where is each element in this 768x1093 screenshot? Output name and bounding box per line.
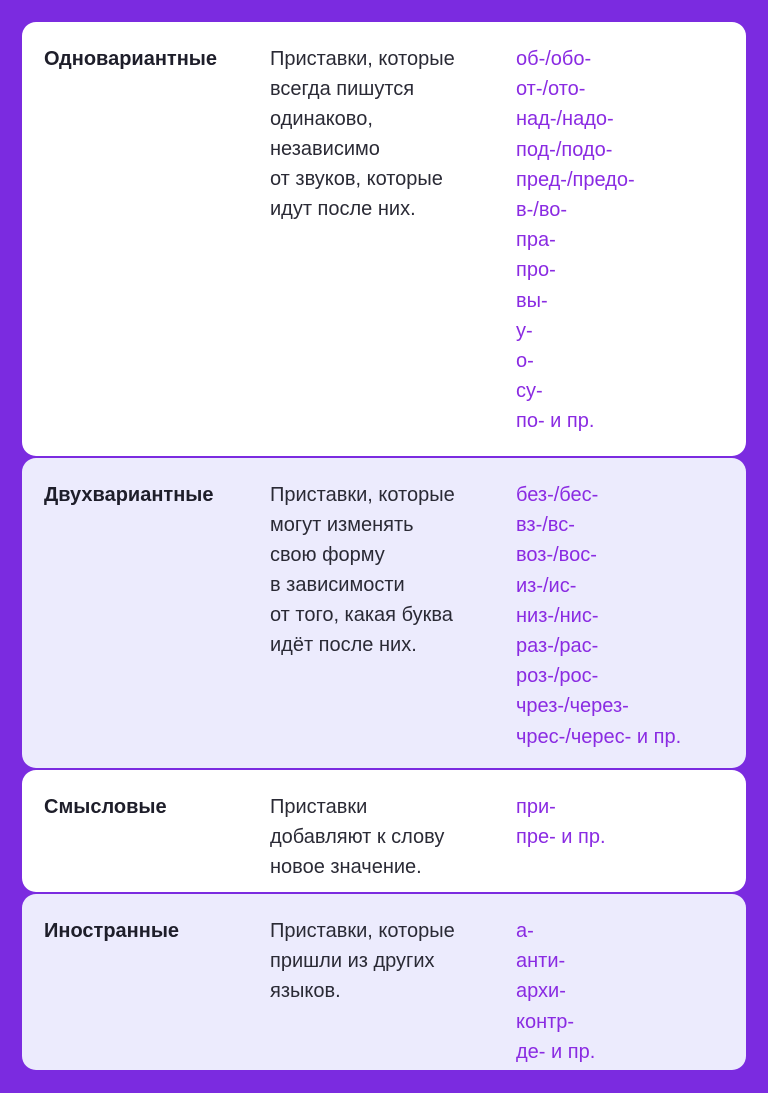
prefix-item: раз-/рас- [516,634,599,657]
prefix-item: чрез-/через- [516,695,629,718]
row-card-4 [22,894,746,1070]
row-description: Приставки, которые всегда пишутся одинаково, независимо от звуков, которые идут после них. [270,48,455,220]
prefix-item: под-/подо- [516,138,613,161]
row-card-2 [22,458,746,768]
row-title: Иностранные [44,920,180,942]
prefix-item: по- и пр. [516,410,595,433]
row-description: Приставки добавляют к слову новое значение. [270,796,445,878]
row-card-1 [22,22,746,456]
prefix-item: от-/ото- [516,78,586,101]
prefix-item: про- [516,259,556,282]
prefix-item: воз-/вос- [516,544,597,567]
prefix-item: без-/бес- [516,484,599,506]
prefix-item: пред-/предо- [516,168,635,191]
prefix-item: су- [516,380,543,403]
prefix-item: об-/обо- [516,48,592,70]
prefix-item: вз-/вс- [516,514,575,537]
prefix-item: пре- и пр. [516,826,606,849]
prefix-item: вы- [516,289,548,312]
prefix-item: у- [516,319,533,342]
prefix-item: о- [516,349,534,372]
prefix-list [516,792,736,852]
prefix-item: роз-/рос- [516,665,599,688]
row-description: Приставки, которые могут изменять свою форму в зависимости от того, какая буква идёт после них. [270,484,455,656]
prefix-list [516,44,736,436]
prefix-item: низ-/нис- [516,604,599,627]
prefix-item: архи- [516,980,566,1003]
prefix-item: при- [516,796,556,818]
prefix-list [516,480,736,752]
row-description: Приставки, которые пришли из других языков. [270,920,455,1002]
row-title: Двухвариантные [44,484,214,506]
prefix-list [516,916,736,1067]
prefix-item: контр- [516,1010,575,1033]
prefix-item: а- [516,920,534,942]
prefix-item: над-/надо- [516,108,614,131]
row-title: Смысловые [44,796,167,818]
prefix-item: в-/во- [516,198,568,221]
prefix-item: пра- [516,229,556,252]
prefix-item: де- и пр. [516,1040,596,1063]
prefix-item: чрес-/черес- и пр. [516,725,682,748]
prefix-item: анти- [516,950,566,973]
row-card-3 [22,770,746,892]
prefix-item: из-/ис- [516,574,577,597]
row-title: Одновариантные [44,48,217,70]
